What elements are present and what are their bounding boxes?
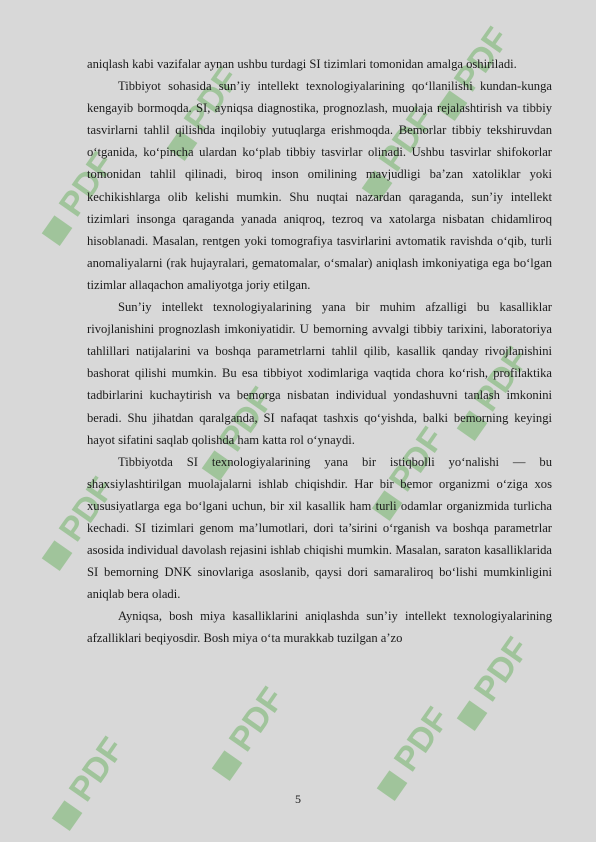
watermark-text: PDF xyxy=(446,20,518,99)
watermark-text: PDF xyxy=(371,100,443,179)
watermark-mark xyxy=(42,540,73,571)
paragraph: Tibbiyot sohasida sun’iy intellekt texnologiyalarining qo‘llanilishi kundan-kunga kengayib bormoqda. SI, ayniqsa diagnostika, prognozlash, muolaja rejalashtirish va tibbiy tasvirlarni tahlil qilishda inqilobiy yutuqlarga erishmoqda. Bemorlar tibbiy tekshiruvdan o‘tganida, ko‘pincha ulardan ko‘plab tibbiy tasvirlar olinadi. Ushbu tasvirlar shifokorlar tomonidan tahlil qilinadi, biroq inson omilining mavjudligi ba’zan xatoliklar yoki kechikishlarga olib kelishi mumkin. Shu nuqtai nazardan qaraganda, sun’iy intellekt tizimlari insonga qaraganda yanada aniqroq, tezroq va xatolarga nisbatan chidamliroq hisoblanadi. Masalan, rentgen yoki tomografiya tasvirlarini avtomatik ravishda o‘qib, turli anomaliyalarni (rak hujayralari, gematomalar, o‘smalar) aniqlash imkoniyatiga ega bo‘lgan tizimlar allaqachon amaliyotga joriy etilgan. xyxy=(87,79,552,292)
watermark-text: PDF xyxy=(466,340,538,419)
watermark-text: PDF xyxy=(176,60,248,139)
watermark-text: PDF xyxy=(381,420,453,499)
watermark-text: PDF xyxy=(51,145,123,224)
paragraph: Ayniqsa, bosh miya kasalliklarini aniqlashda sun’iy intellekt texnologiyalarining afzalliklari beqiyosdir. Bosh miya o‘ta murakkab tuzilgan a’zo xyxy=(87,609,552,646)
watermark-text: PDF xyxy=(211,380,283,459)
watermark-mark xyxy=(212,750,243,781)
page-body xyxy=(87,53,552,650)
watermark-text: PDF xyxy=(61,730,133,809)
watermark-text: PDF xyxy=(51,470,123,549)
watermark-text: PDF xyxy=(386,700,458,779)
paragraph: Sun’iy intellekt texnologiyalarining yana bir muhim afzalligi bu kasalliklar rivojlanishini prognozlash imkoniyatidir. U bemorning avvalgi tibbiy tarixini, laboratoriya tahlillari natijalarini va boshqa parametrlarni tahlil qilib, kasallik qanday rivojlanishini bashorat qilishi mumkin. Bu esa tibbiyot xodimlariga vaqtida chora ko‘rish, profilaktika tadbirlarini kuchaytirish va bemorga nisbatan individual yondashuvni tanlash imkonini beradi. Shu jihatdan qaralganda, SI nafaqat tashxis qo‘yishda, balki bemorning keyingi hayot sifatini saqlab qolishda ham katta rol o‘ynaydi. xyxy=(87,300,552,447)
page-number: 5 xyxy=(295,792,301,806)
watermark-mark xyxy=(42,215,73,246)
watermark-mark xyxy=(457,700,488,731)
watermark-text: PDF xyxy=(466,630,538,709)
paragraph: Tibbiyotda SI texnologiyalarining yana bir istiqbolli yo‘nalishi — bu shaxsiylashtirilgan muolajalarni ishlab chiqishdir. Har bir bemor organizmi o‘ziga xos xususiyatlarga ega bo‘lgani uchun, bir xil kasallik ham turli odamlar organizmida turlicha kechadi. SI tizimlari genom ma’lumotlari, dori ta’sirini o‘rganish va boshqa parametrlar asosida individual davolash rejasini ishlab chiqishi mumkin. Masalan, saraton kasalliklarida SI bemorning DNK sinovlariga asoslanib, qaysi dori samaraliroq bo‘lishi mumkinligini aniqlab bera oladi. xyxy=(87,454,552,602)
watermark-text: PDF xyxy=(221,680,293,759)
paragraph: aniqlash kabi vazifalar aynan ushbu turdagi SI tizimlari tomonidan amalga oshiriladi. xyxy=(87,57,517,71)
